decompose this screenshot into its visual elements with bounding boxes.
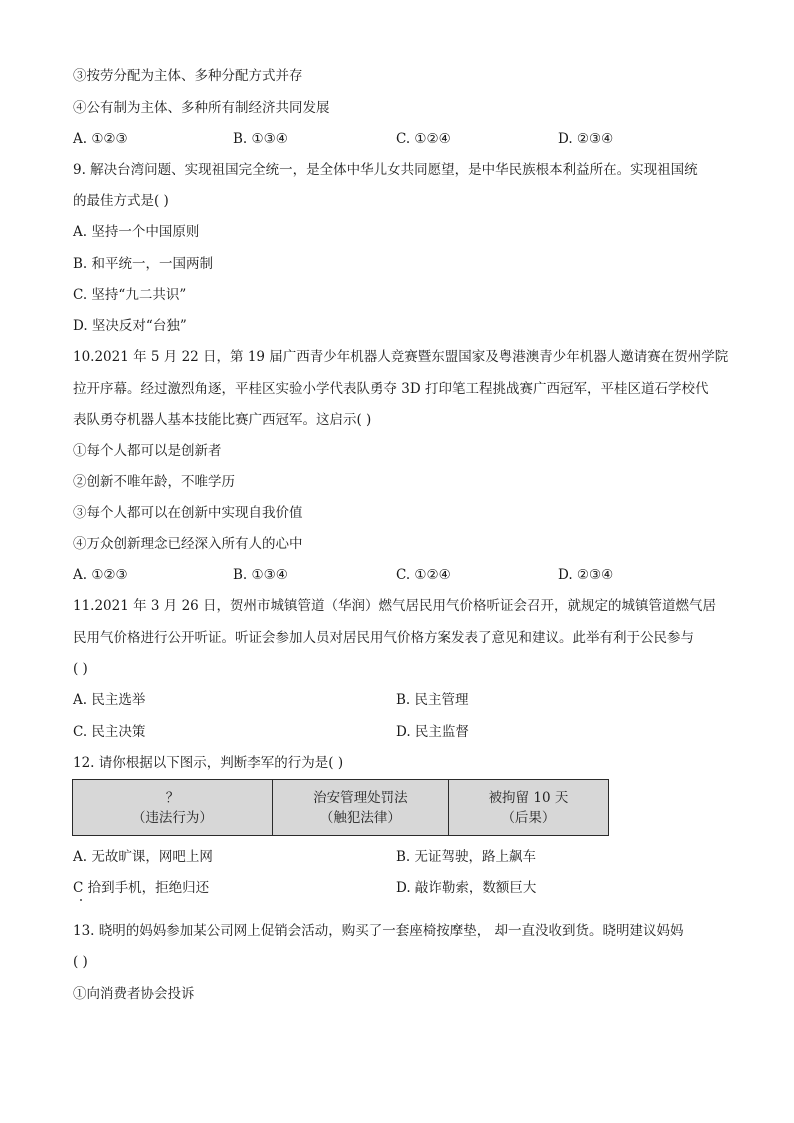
q11-options-2-option-1: D. 民主监督: [396, 724, 469, 740]
q10-item1: ①每个人都可以是创新者: [73, 443, 222, 459]
flow-cell-law-line2: （触犯法律）: [319, 809, 401, 826]
flow-cell-result-line2: （后果）: [501, 809, 556, 826]
flow-cell-result-line1: 被拘留 10 天: [488, 789, 569, 806]
q13-stem1: 13. 晓明的妈妈参加某公司网上促销会活动，购买了一套座椅按摩垫， 却一直没收到货。晓明建议妈妈: [73, 923, 684, 939]
q11-stem1: 11.2021 年 3 月 26 日，贺州市城镇管道（华润）燃气居民用气价格听证会召开，就规定的城镇管道燃气居: [73, 598, 717, 614]
q11-options-2-option-0: C. 民主决策: [73, 724, 146, 740]
q10-stem2: 拉开序幕。经过激烈角逐，平桂区实验小学代表队勇夺 3D 打印笔工程挑战赛广西冠军，平桂区道石学校代: [73, 381, 709, 397]
q10-item4: ④万众创新理念已经深入所有人的心中: [73, 536, 303, 552]
q9-c: C. 坚持“九二共识”: [73, 287, 187, 303]
q11-options-1-option-1: B. 民主管理: [396, 692, 469, 708]
q8-options-option-1: B. ①③④: [233, 131, 288, 147]
q10-stem3: 表队勇夺机器人基本技能比赛广西冠军。这启示( ): [73, 412, 372, 428]
q12-options-1-option-1: B. 无证驾驶，路上飙车: [396, 849, 537, 865]
flow-cell-violation-line2: （违法行为）: [131, 809, 213, 826]
q9-stem1: 9. 解决台湾问题、实现祖国完全统一，是全体中华儿女共同愿望，是中华民族根本利益所在。实现祖国统: [73, 162, 698, 178]
q10-options-option-3: D. ②③④: [558, 567, 614, 583]
flow-cell-law: [273, 780, 449, 835]
q11-options-1-option-0: A. 民主选举: [73, 692, 146, 708]
q8-options-option-0: A. ①②③: [73, 131, 128, 147]
q12-options-1-option-0: A. 无故旷课，网吧上网: [73, 849, 213, 865]
flow-cell-violation: [73, 780, 273, 835]
q9-d: D. 坚决反对“台独”: [73, 318, 187, 334]
q12-stem: 12. 请你根据以下图示，判断李军的行为是( ): [73, 755, 344, 771]
flow-cell-result: [449, 780, 608, 835]
q9-a: A. 坚持一个中国原则: [73, 224, 200, 240]
q12-options-2-option-1: D. 敲诈勒索，数额巨大: [396, 880, 537, 896]
q9-b: B. 和平统一，一国两制: [73, 256, 214, 272]
q11-stem3: ( ): [73, 661, 88, 677]
q9-stem2: 的最佳方式是( ): [73, 193, 169, 209]
q10-stem1: 10.2021 年 5 月 22 日，第 19 届广西青少年机器人竞赛暨东盟国家及粤港澳青少年机器人邀请赛在贺州学院: [73, 349, 729, 365]
q13-stem2: ( ): [73, 954, 88, 970]
q8-options-option-2: C. ①②④: [396, 131, 451, 147]
q10-options-option-1: B. ①③④: [233, 567, 288, 583]
flow-cell-law-line1: 治安管理处罚法: [313, 789, 408, 806]
q10-item3: ③每个人都可以在创新中实现自我价值: [73, 505, 303, 521]
q10-item2: ②创新不唯年龄，不唯学历: [73, 474, 235, 490]
q8-item3: ③按劳分配为主体、多种分配方式并存: [73, 68, 303, 84]
q12-options-2-option-0: C 拾到手机，拒绝归还: [73, 880, 210, 896]
q11-stem2: 民用气价格进行公开听证。听证会参加人员对居民用气价格方案发表了意见和建议。此举有利于公民参与: [73, 630, 694, 646]
flow-cell-violation-line1: ？: [165, 789, 180, 806]
scan-speck: [80, 899, 82, 901]
q12-flow-diagram: [72, 779, 609, 836]
q8-options-option-3: D. ②③④: [558, 131, 614, 147]
q10-options-option-2: C. ①②④: [396, 567, 451, 583]
q10-options-option-0: A. ①②③: [73, 567, 128, 583]
q13-item1: ①向消费者协会投诉: [73, 986, 195, 1002]
q8-item4: ④公有制为主体、多种所有制经济共同发展: [73, 100, 330, 116]
